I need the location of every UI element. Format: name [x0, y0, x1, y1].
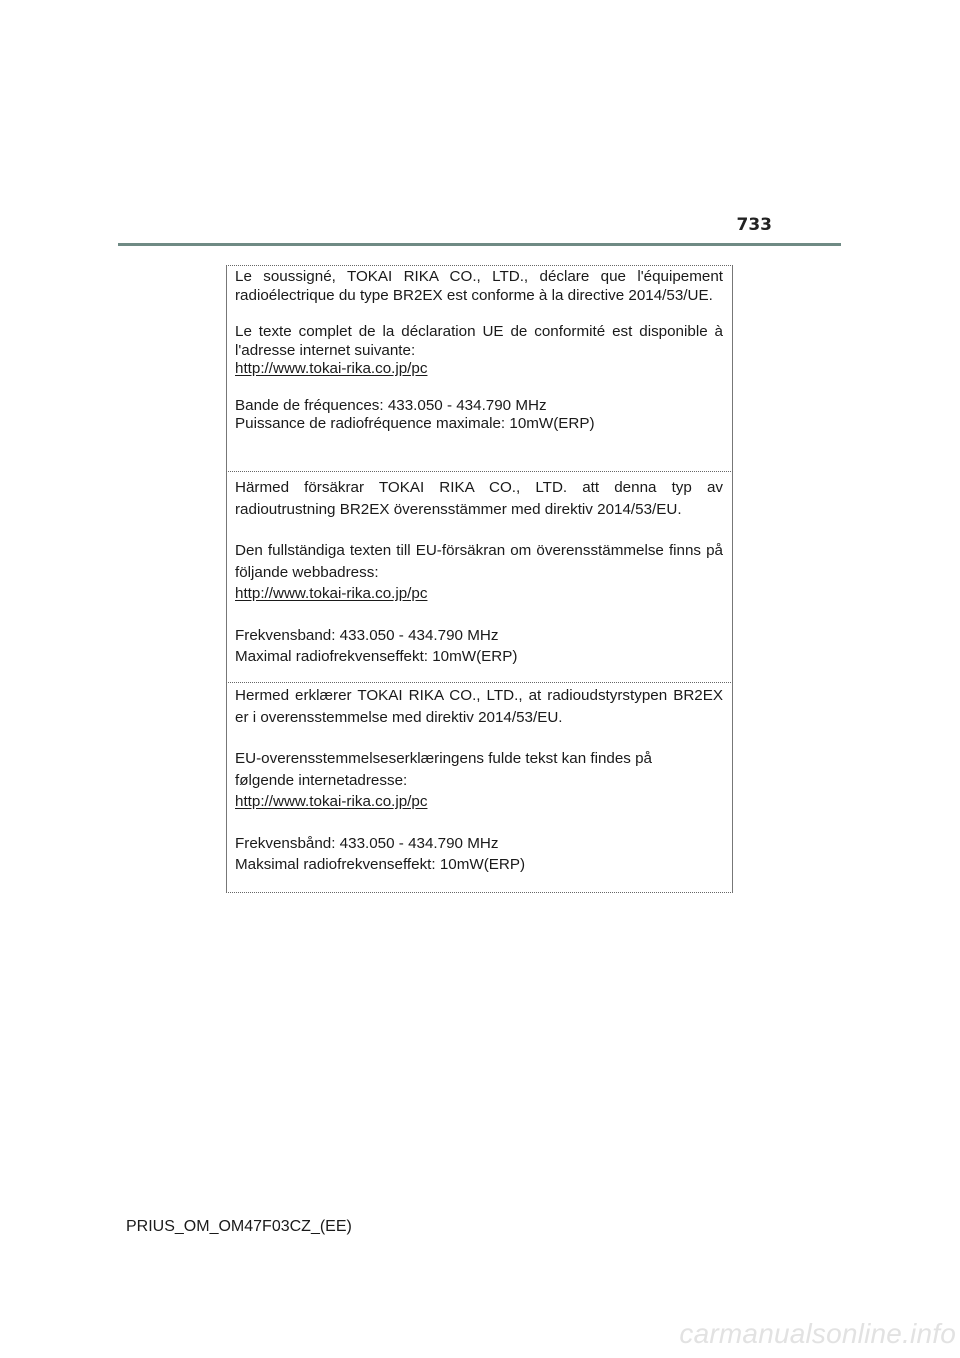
- da-availability-text: EU-overensstemmelseserklæringens fulde tekst kan findes på: [235, 750, 653, 767]
- declaration-box-swedish: [226, 471, 733, 682]
- sv-declaration-text: Härmed försäkrar TOKAI RIKA CO., LTD. att denna typ av radioutrustning BR2EX överensstämmer med direktiv 2014/53/EU.: [235, 479, 723, 518]
- document-code: PRIUS_OM_OM47F03CZ_(EE): [126, 1218, 352, 1235]
- fr-declaration-text: Le soussigné, TOKAI RIKA CO., LTD., déclare que l'équipement radioélectrique du type BR2EX est conforme à la directive 2014/53/UE.: [235, 268, 723, 304]
- fr-frequency-band: Bande de fréquences: 433.050 - 434.790 MHz: [235, 396, 547, 414]
- fr-url-link[interactable]: http://www.tokai-rika.co.jp/pc: [235, 360, 428, 377]
- da-declaration-text: Hermed erklærer TOKAI RIKA CO., LTD., at radioudstyrstypen BR2EX er i overensstemmelse med direktiv 2014/53/EU.: [235, 687, 723, 726]
- header-rule: [118, 243, 841, 246]
- sv-frequency-band: Frekvensband: 433.050 - 434.790 MHz: [235, 626, 499, 644]
- declaration-box-french: [226, 265, 733, 471]
- da-url-link[interactable]: http://www.tokai-rika.co.jp/pc: [235, 793, 428, 810]
- sv-availability-text: Den fullständiga texten till EU-försäkran om överensstämmelse finns på följande webbadress:: [235, 542, 723, 581]
- fr-availability-text: Le texte complet de la déclaration UE de conformité est disponible à l'adresse internet suivante:: [235, 323, 723, 359]
- da-frequency-band: Frekvensbånd: 433.050 - 434.790 MHz: [235, 834, 499, 852]
- sv-url-link[interactable]: http://www.tokai-rika.co.jp/pc: [235, 585, 428, 602]
- sv-max-power: Maximal radiofrekvenseffekt: 10mW(ERP): [235, 648, 518, 665]
- da-availability-text-cont: følgende internetadresse:: [235, 771, 408, 789]
- da-max-power: Maksimal radiofrekvenseffekt: 10mW(ERP): [235, 856, 526, 873]
- watermark: carmanualsonline.info: [679, 1318, 956, 1349]
- fr-max-power: Puissance de radiofréquence maximale: 10mW(ERP): [235, 415, 595, 432]
- declaration-box-danish: [226, 682, 733, 893]
- page-number: 733: [736, 215, 772, 235]
